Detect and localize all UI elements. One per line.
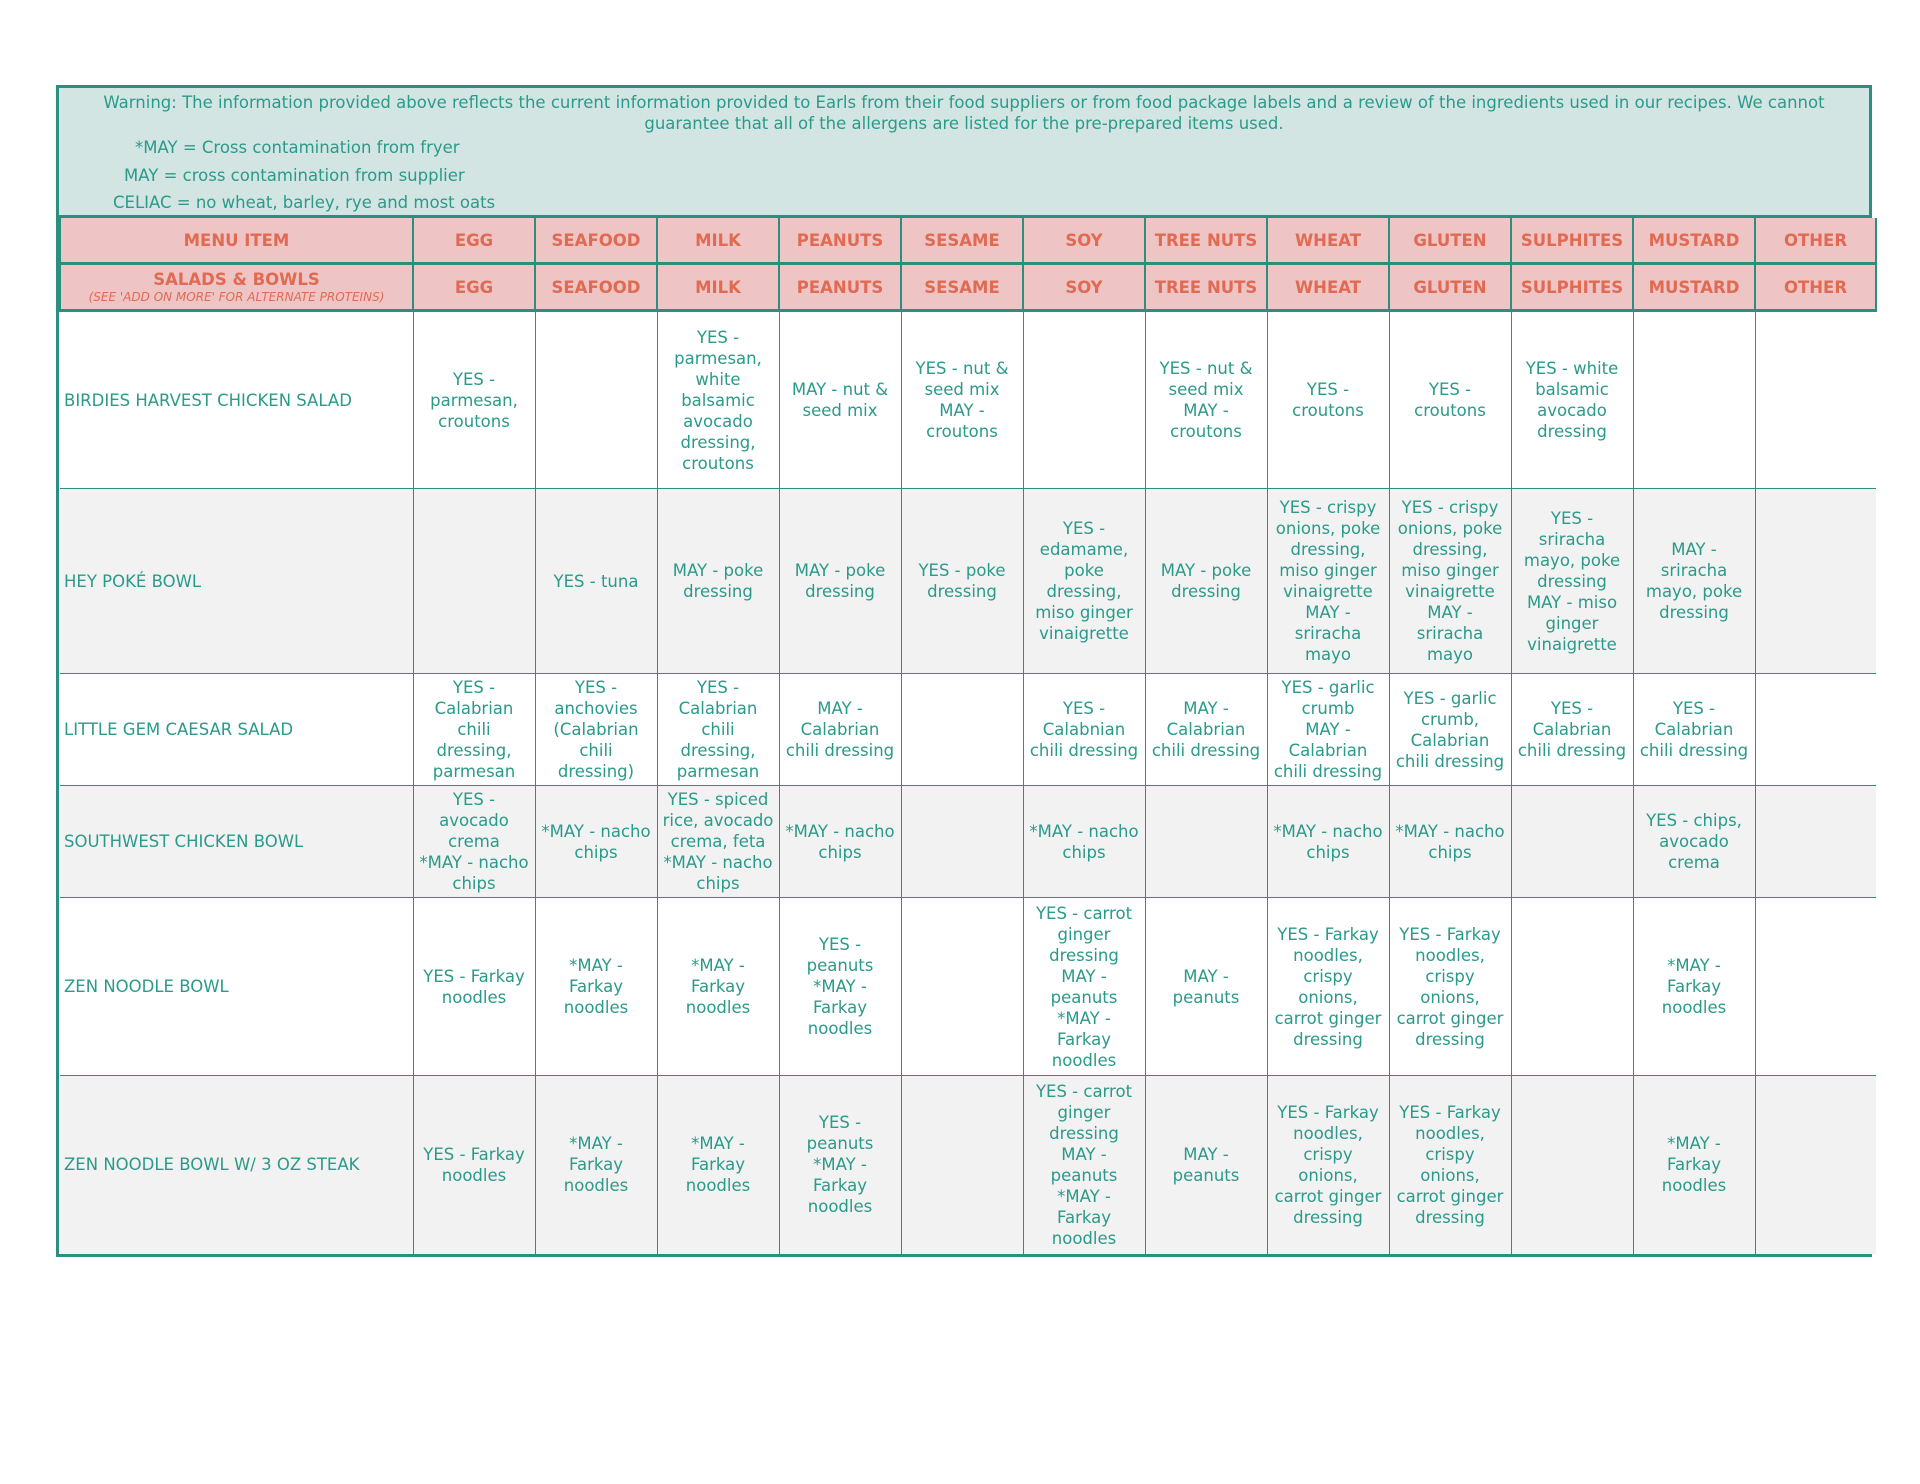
allergen-cell (1145, 786, 1267, 898)
sub-header-egg: EGG (413, 264, 535, 311)
menu-item-name: ZEN NOODLE BOWL (60, 898, 413, 1076)
table-row (60, 489, 1876, 674)
col-header-soy: SOY (1023, 218, 1145, 264)
column-header-row (60, 218, 1876, 264)
allergen-cell: YES - nut & seed mix MAY - croutons (901, 311, 1023, 489)
allergen-cell: YES - Farkay noodles (413, 898, 535, 1076)
allergen-cell (1633, 311, 1755, 489)
legend-supplier: MAY = cross contamination from supplier (124, 166, 465, 185)
allergen-cell: MAY - peanuts (1145, 1076, 1267, 1254)
allergen-cell (1023, 311, 1145, 489)
table-row (60, 311, 1876, 489)
warning-panel (59, 88, 1869, 218)
allergen-cell (413, 489, 535, 674)
allergen-cell (1755, 1076, 1876, 1254)
menu-item-name: HEY POKÉ BOWL (60, 489, 413, 674)
allergen-cell (901, 898, 1023, 1076)
sub-header-mustard: MUSTARD (1633, 264, 1755, 311)
allergen-cell (535, 311, 657, 489)
allergen-cell: *MAY - Farkay noodles (1633, 898, 1755, 1076)
table-row (60, 898, 1876, 1076)
table-body (60, 311, 1876, 1254)
allergen-cell: YES - Farkay noodles, crispy onions, carrot ginger dressing (1267, 898, 1389, 1076)
allergen-cell: MAY - peanuts (1145, 898, 1267, 1076)
allergen-cell: YES - spiced rice, avocado crema, feta *MAY - nacho chips (657, 786, 779, 898)
sub-header-sesame: SESAME (901, 264, 1023, 311)
allergen-cell: YES - anchovies (Calabrian chili dressing) (535, 674, 657, 786)
section-note: (SEE 'ADD ON MORE' FOR ALTERNATE PROTEINS) (88, 290, 385, 304)
allergen-cell: YES - Calabrian chili dressing (1511, 674, 1633, 786)
col-header-milk: MILK (657, 218, 779, 264)
col-header-peanuts: PEANUTS (779, 218, 901, 264)
allergen-cell (901, 674, 1023, 786)
allergen-cell: YES - peanuts *MAY - Farkay noodles (779, 898, 901, 1076)
allergen-cell (1755, 898, 1876, 1076)
allergen-cell: *MAY - Farkay noodles (657, 1076, 779, 1254)
sub-header-sulphites: SULPHITES (1511, 264, 1633, 311)
allergen-cell: YES - Calabrian chili dressing, parmesan (657, 674, 779, 786)
allergen-cell (1511, 1076, 1633, 1254)
allergen-cell: MAY - poke dressing (657, 489, 779, 674)
col-header-egg: EGG (413, 218, 535, 264)
allergen-cell: YES - crispy onions, poke dressing, miso ginger vinaigrette MAY - sriracha mayo (1267, 489, 1389, 674)
col-header-sulphites: SULPHITES (1511, 218, 1633, 264)
sub-header-seafood: SEAFOOD (535, 264, 657, 311)
table-row (60, 1076, 1876, 1254)
allergen-cell (1755, 311, 1876, 489)
allergen-cell: YES - garlic crumb MAY - Calabrian chili dressing (1267, 674, 1389, 786)
allergen-cell: YES - Farkay noodles, crispy onions, carrot ginger dressing (1389, 1076, 1511, 1254)
allergen-cell: MAY - poke dressing (779, 489, 901, 674)
col-header-tree-nuts: TREE NUTS (1145, 218, 1267, 264)
allergen-cell: YES - carrot ginger dressing MAY - peanuts *MAY - Farkay noodles (1023, 898, 1145, 1076)
allergen-cell: YES - peanuts *MAY - Farkay noodles (779, 1076, 901, 1254)
allergen-cell: *MAY - nacho chips (779, 786, 901, 898)
allergen-cell: *MAY - Farkay noodles (535, 898, 657, 1076)
allergen-cell (1755, 489, 1876, 674)
allergen-cell: YES - croutons (1389, 311, 1511, 489)
allergen-cell: YES - carrot ginger dressing MAY - peanuts *MAY - Farkay noodles (1023, 1076, 1145, 1254)
legend-celiac: CELIAC = no wheat, barley, rye and most oats (113, 193, 496, 212)
allergen-chart (56, 85, 1872, 1257)
allergen-cell: YES - Calabnian chili dressing (1023, 674, 1145, 786)
section-title: SALADS & BOWLS (153, 270, 320, 289)
allergen-cell: YES - Farkay noodles, crispy onions, carrot ginger dressing (1267, 1076, 1389, 1254)
sub-header-wheat: WHEAT (1267, 264, 1389, 311)
allergen-cell: MAY - poke dressing (1145, 489, 1267, 674)
allergen-cell (901, 786, 1023, 898)
allergen-cell: MAY - nut & seed mix (779, 311, 901, 489)
allergen-cell: *MAY - Farkay noodles (1633, 1076, 1755, 1254)
sub-header-tree-nuts: TREE NUTS (1145, 264, 1267, 311)
allergen-cell: YES - poke dressing (901, 489, 1023, 674)
allergen-cell: MAY - sriracha mayo, poke dressing (1633, 489, 1755, 674)
col-header-seafood: SEAFOOD (535, 218, 657, 264)
allergen-cell: *MAY - nacho chips (535, 786, 657, 898)
sub-header-gluten: GLUTEN (1389, 264, 1511, 311)
allergen-cell: YES - Farkay noodles (413, 1076, 535, 1254)
col-header-sesame: SESAME (901, 218, 1023, 264)
allergen-cell: YES - croutons (1267, 311, 1389, 489)
allergen-cell (901, 1076, 1023, 1254)
col-header-wheat: WHEAT (1267, 218, 1389, 264)
allergen-cell: YES - parmesan, croutons (413, 311, 535, 489)
allergen-cell: MAY - Calabrian chili dressing (779, 674, 901, 786)
allergen-cell: YES - white balsamic avocado dressing (1511, 311, 1633, 489)
allergen-cell (1511, 786, 1633, 898)
allergen-cell: YES - tuna (535, 489, 657, 674)
menu-item-name: SOUTHWEST CHICKEN BOWL (60, 786, 413, 898)
sub-header-soy: SOY (1023, 264, 1145, 311)
allergen-table (59, 218, 1877, 1254)
allergen-cell (1511, 898, 1633, 1076)
allergen-cell: YES - parmesan, white balsamic avocado dressing, croutons (657, 311, 779, 489)
allergen-cell: YES - crispy onions, poke dressing, miso ginger vinaigrette MAY - sriracha mayo (1389, 489, 1511, 674)
allergen-cell: *MAY - nacho chips (1023, 786, 1145, 898)
sub-header-other: OTHER (1755, 264, 1876, 311)
allergen-cell: MAY - Calabrian chili dressing (1145, 674, 1267, 786)
section-header (60, 264, 413, 311)
allergen-cell: YES - edamame, poke dressing, miso ginger vinaigrette (1023, 489, 1145, 674)
menu-item-name: BIRDIES HARVEST CHICKEN SALAD (60, 311, 413, 489)
warning-text: Warning: The information provided above reflects the current information provided to Earls from their food suppliers or from food package labels and a review of the ingredients used in our recipes. We cannot guarantee that all of the allergens are listed for the pre-prepared items used. (103, 93, 1825, 133)
allergen-cell: YES - chips, avocado crema (1633, 786, 1755, 898)
allergen-cell: YES - avocado crema *MAY - nacho chips (413, 786, 535, 898)
table-row (60, 786, 1876, 898)
menu-item-name: LITTLE GEM CAESAR SALAD (60, 674, 413, 786)
legend-fryer: *MAY = Cross contamination from fryer (135, 138, 460, 157)
allergen-cell: YES - Calabrian chili dressing, parmesan (413, 674, 535, 786)
allergen-cell: YES - garlic crumb, Calabrian chili dressing (1389, 674, 1511, 786)
col-header-mustard: MUSTARD (1633, 218, 1755, 264)
table-row (60, 674, 1876, 786)
allergen-cell: YES - Calabrian chili dressing (1633, 674, 1755, 786)
allergen-cell: *MAY - Farkay noodles (657, 898, 779, 1076)
sub-header-peanuts: PEANUTS (779, 264, 901, 311)
sub-header-milk: MILK (657, 264, 779, 311)
col-header-other: OTHER (1755, 218, 1876, 264)
allergen-cell (1755, 674, 1876, 786)
allergen-cell (1755, 786, 1876, 898)
allergen-cell: YES - Farkay noodles, crispy onions, carrot ginger dressing (1389, 898, 1511, 1076)
col-header-menu-item: MENU ITEM (60, 218, 413, 264)
menu-item-name: ZEN NOODLE BOWL W/ 3 OZ STEAK (60, 1076, 413, 1254)
allergen-cell: *MAY - nacho chips (1389, 786, 1511, 898)
allergen-cell: YES - nut & seed mix MAY - croutons (1145, 311, 1267, 489)
allergen-cell: *MAY - Farkay noodles (535, 1076, 657, 1254)
allergen-cell: *MAY - nacho chips (1267, 786, 1389, 898)
allergen-cell: YES - sriracha mayo, poke dressing MAY - miso ginger vinaigrette (1511, 489, 1633, 674)
section-header-row (60, 264, 1876, 311)
col-header-gluten: GLUTEN (1389, 218, 1511, 264)
